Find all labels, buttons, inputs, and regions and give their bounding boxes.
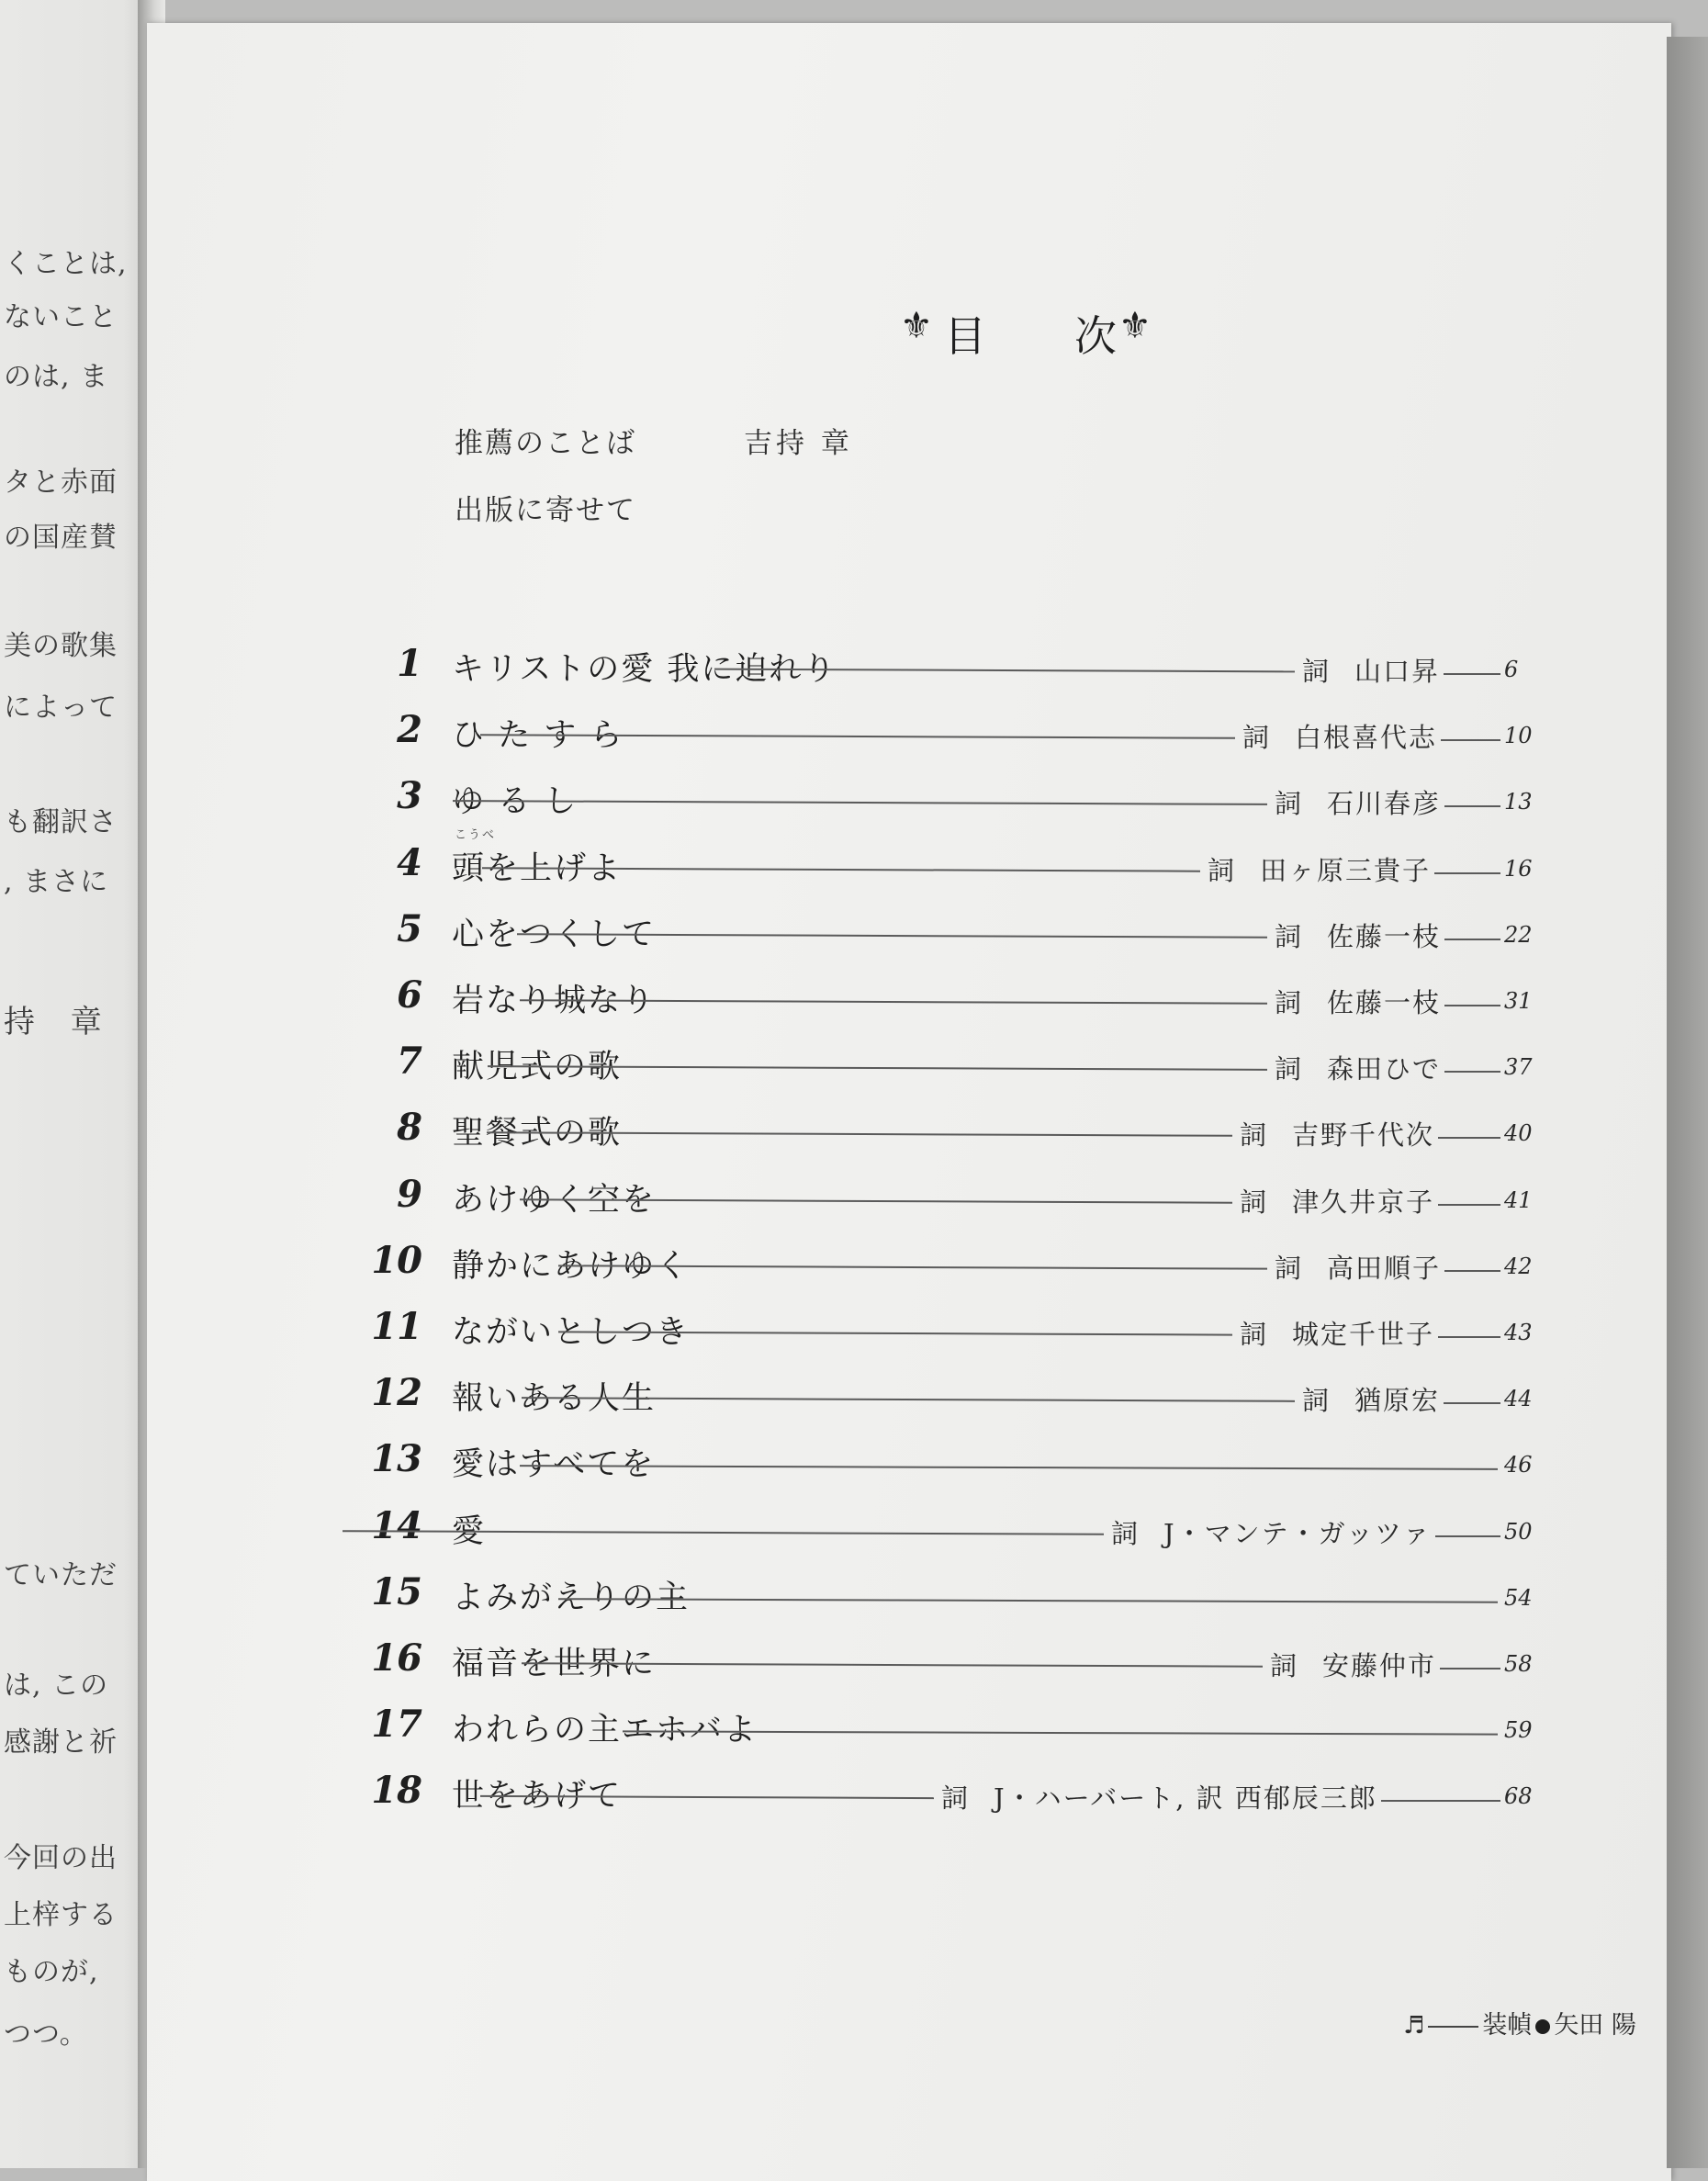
page-number: 41: [1504, 1186, 1533, 1213]
page-number: 22: [1504, 921, 1533, 948]
entry-title: 愛: [452, 1512, 487, 1550]
entry-title: 静かにあけゆく: [452, 1247, 691, 1285]
page-leader: [1444, 1270, 1500, 1272]
entry-number: 9: [397, 1172, 422, 1216]
furigana: こうべ: [455, 827, 497, 842]
toc-entry[interactable]: [147, 770, 1671, 826]
entry-title: あけゆく空を: [452, 1181, 657, 1219]
page-number: 40: [1504, 1120, 1533, 1147]
page-number: 54: [1504, 1584, 1533, 1611]
left-text-line: 美の歌集: [4, 630, 118, 662]
page-leader: [1438, 1204, 1500, 1206]
colophon: [1403, 2005, 1636, 2040]
toc-entry[interactable]: [147, 904, 1671, 959]
left-text-line: の国産賛: [4, 522, 118, 554]
page-leader: [1435, 1535, 1500, 1537]
lyricist-label: 詞: [1275, 920, 1304, 952]
entry-title: キリストの愛 我に迫れり: [452, 651, 837, 688]
toc-entry[interactable]: [147, 1567, 1671, 1622]
lyricist-name: 山口昇: [1354, 656, 1441, 687]
left-text-line: ものが,: [4, 1956, 99, 1988]
front-matter-label: 推薦のことば: [455, 427, 636, 460]
lyricist-label: 詞: [1111, 1517, 1141, 1549]
fleur-de-lis-icon: ⚜: [900, 305, 933, 347]
toc-entry[interactable]: [147, 1301, 1671, 1356]
entry-title: 聖餐式の歌: [452, 1115, 623, 1152]
page-number: 44: [1504, 1386, 1533, 1412]
fleur-de-lis-icon: ⚜: [1118, 305, 1152, 347]
entry-credit: [1275, 1049, 1441, 1086]
left-text-line: のは, ま: [4, 361, 109, 393]
entry-title: よみがえりの主: [452, 1579, 691, 1616]
lyricist-name: 石川春彦: [1327, 788, 1442, 820]
page-leader: [1444, 673, 1500, 675]
front-matter-label: 出版に寄せて: [455, 494, 636, 527]
lyricist-label: 詞: [1242, 722, 1272, 754]
entry-number: 18: [371, 1769, 422, 1813]
left-text-line: は, この: [4, 1669, 109, 1702]
toc-page: [147, 23, 1671, 2181]
entry-title: 福音を世界に: [452, 1646, 657, 1682]
lyricist-name: 佐藤一枝: [1327, 920, 1442, 952]
entry-number: 1: [397, 642, 422, 685]
entry-number: 16: [371, 1636, 422, 1680]
toc-entry[interactable]: [147, 1765, 1671, 1820]
page-number: 68: [1504, 1783, 1533, 1810]
front-matter-author: 吉持 章: [744, 427, 853, 460]
entry-number: 13: [371, 1437, 422, 1481]
lyricist-label: 詞: [1275, 1053, 1304, 1085]
lyricist-name: J・マンテ・ガッツァ: [1163, 1517, 1432, 1549]
entry-credit: [1302, 651, 1440, 689]
lyricist-name: 佐藤一枝: [1327, 987, 1442, 1018]
entry-title: 報いある人生: [452, 1380, 657, 1418]
entry-credit: [1270, 1646, 1436, 1683]
left-text-line: ていただ: [4, 1559, 118, 1591]
page-number: 16: [1504, 855, 1533, 882]
dash-line: [1428, 2026, 1478, 2028]
lyricist-name: 吉野千代次: [1292, 1119, 1435, 1152]
entry-credit: [1275, 783, 1441, 821]
dot-leader: [558, 1598, 1498, 1603]
left-text-line: によって: [4, 691, 118, 724]
page-number: 43: [1504, 1320, 1533, 1345]
left-text-line: 上梓する: [4, 1899, 118, 1931]
entry-number: 10: [371, 1238, 422, 1282]
left-text-line: ないこと: [4, 301, 118, 333]
bullet-dot: [1535, 2019, 1550, 2034]
left-text-line: 今回の出: [4, 1842, 118, 1874]
entry-title: 心をつくして: [452, 916, 657, 953]
entry-credit: [1208, 850, 1431, 888]
toc-entry[interactable]: [147, 1235, 1671, 1290]
entry-credit: [1240, 1182, 1434, 1220]
colophon-label: 装幀: [1482, 2011, 1533, 2040]
left-text-line: 持 章: [4, 1004, 115, 1040]
lyricist-label: 詞: [1275, 1252, 1304, 1284]
left-text-line: くことは,: [4, 248, 128, 280]
toc-entry[interactable]: [147, 1169, 1671, 1224]
lyricist-label: 詞: [1208, 854, 1237, 886]
entry-title: ながいとしつき: [452, 1314, 691, 1351]
lyricist-name: J・ハーバート, 訳 西郁辰三郎: [994, 1782, 1377, 1815]
page-leader: [1444, 1402, 1500, 1404]
dot-leader: [520, 1466, 1498, 1471]
entry-number: 8: [397, 1106, 422, 1150]
toc-entry[interactable]: [147, 1699, 1671, 1754]
page-leader: [1438, 1336, 1500, 1338]
entry-number: 11: [371, 1305, 422, 1348]
entry-number: 4: [397, 840, 422, 884]
toc-entry[interactable]: [147, 827, 1671, 893]
title-char-right: 次: [1074, 311, 1117, 361]
page-edge: [1667, 37, 1708, 2168]
left-text-line: も翻訳さ: [4, 806, 118, 838]
lyricist-label: 詞: [941, 1782, 971, 1815]
left-text-line: つつ。: [4, 2018, 88, 2051]
entry-title: ゆ る し: [452, 783, 579, 821]
page-number: 58: [1504, 1651, 1533, 1677]
colophon-name: 矢田 陽: [1554, 2011, 1636, 2040]
entry-number: 12: [371, 1371, 422, 1415]
lyricist-label: 詞: [1302, 656, 1332, 687]
lyricist-name: 白根喜代志: [1295, 722, 1438, 754]
lyricist-label: 詞: [1240, 1319, 1269, 1350]
lyricist-name: 安藤仲市: [1322, 1650, 1437, 1681]
lyricist-label: 詞: [1270, 1650, 1299, 1681]
lyricist-name: 猶原宏: [1354, 1385, 1441, 1417]
page-number: 50: [1504, 1518, 1533, 1545]
entry-credit: [1240, 1115, 1434, 1152]
page-leader: [1438, 1137, 1500, 1139]
page-number: 13: [1504, 789, 1533, 815]
entry-title: 頭を上げよ: [452, 849, 623, 887]
title-char-left: 目: [944, 311, 986, 361]
page-leader: [1444, 939, 1500, 940]
entry-number: 6: [397, 973, 422, 1017]
lyricist-name: 高田順子: [1327, 1252, 1442, 1284]
entry-credit: [1275, 1248, 1441, 1286]
entry-number: 14: [371, 1503, 422, 1547]
music-note-icon: ♬: [1403, 2012, 1425, 2040]
left-text-line: タと赤面: [4, 467, 118, 499]
entry-number: 17: [371, 1703, 422, 1747]
entry-credit: [1240, 1314, 1434, 1352]
page-leader: [1381, 1800, 1500, 1802]
toc-entry[interactable]: [147, 1433, 1671, 1489]
page-leader: [1444, 1005, 1500, 1006]
entry-credit: [1242, 717, 1437, 755]
toc-entry[interactable]: [147, 704, 1671, 759]
entry-credit: [1275, 916, 1441, 954]
entry-title: 愛はすべてを: [452, 1446, 656, 1484]
entry-title: われらの主エホバよ: [452, 1712, 758, 1749]
page-number: 46: [1504, 1452, 1533, 1478]
entry-title: ひ た す ら: [452, 717, 624, 755]
lyricist-name: 田ヶ原三貴子: [1260, 854, 1432, 886]
page-number: 37: [1504, 1054, 1533, 1081]
page-leader: [1444, 1071, 1500, 1073]
entry-title: 献児式の歌: [452, 1049, 623, 1086]
lyricist-name: 森田ひで: [1327, 1053, 1442, 1085]
toc-entry[interactable]: [147, 970, 1671, 1025]
left-text-line: , まさに: [4, 866, 109, 898]
lyricist-name: 城定千世子: [1292, 1319, 1435, 1350]
page-leader: [1434, 872, 1500, 874]
entry-number: 2: [397, 708, 422, 752]
page-leader: [1444, 805, 1500, 807]
toc-title: [900, 303, 1175, 367]
entry-credit: [1275, 983, 1441, 1020]
entry-number: 15: [371, 1569, 422, 1613]
entry-title: 岩なり城なり: [452, 983, 657, 1019]
toc-entry[interactable]: [147, 1633, 1671, 1688]
entry-title: 世をあげて: [452, 1778, 623, 1816]
toc-entry[interactable]: [147, 1501, 1671, 1556]
toc-entry[interactable]: [147, 1036, 1671, 1091]
lyricist-label: 詞: [1302, 1385, 1332, 1417]
page-number: 42: [1504, 1253, 1533, 1279]
entry-credit: [1302, 1380, 1440, 1418]
entry-credit: [1111, 1513, 1432, 1551]
entry-number: 7: [397, 1040, 422, 1084]
page-number: 31: [1504, 988, 1533, 1014]
page-leader: [1441, 739, 1500, 741]
page-number: 59: [1504, 1717, 1533, 1744]
toc-entry[interactable]: [147, 1102, 1671, 1157]
entry-number: 5: [397, 906, 422, 950]
lyricist-label: 詞: [1275, 987, 1304, 1018]
lyricist-label: 詞: [1240, 1119, 1269, 1152]
lyricist-label: 詞: [1240, 1186, 1269, 1218]
left-facing-page: [0, 0, 154, 2168]
lyricist-name: 津久井京子: [1292, 1186, 1435, 1218]
toc-entry[interactable]: [147, 638, 1671, 693]
left-text-line: 感謝と祈: [4, 1726, 118, 1759]
lyricist-label: 詞: [1275, 788, 1304, 820]
page-number: 10: [1504, 723, 1533, 749]
page-number: 6: [1504, 657, 1519, 682]
entry-number: 3: [397, 774, 422, 818]
page-leader: [1440, 1668, 1500, 1669]
toc-entry[interactable]: [147, 1367, 1671, 1422]
entry-credit: [941, 1778, 1377, 1816]
